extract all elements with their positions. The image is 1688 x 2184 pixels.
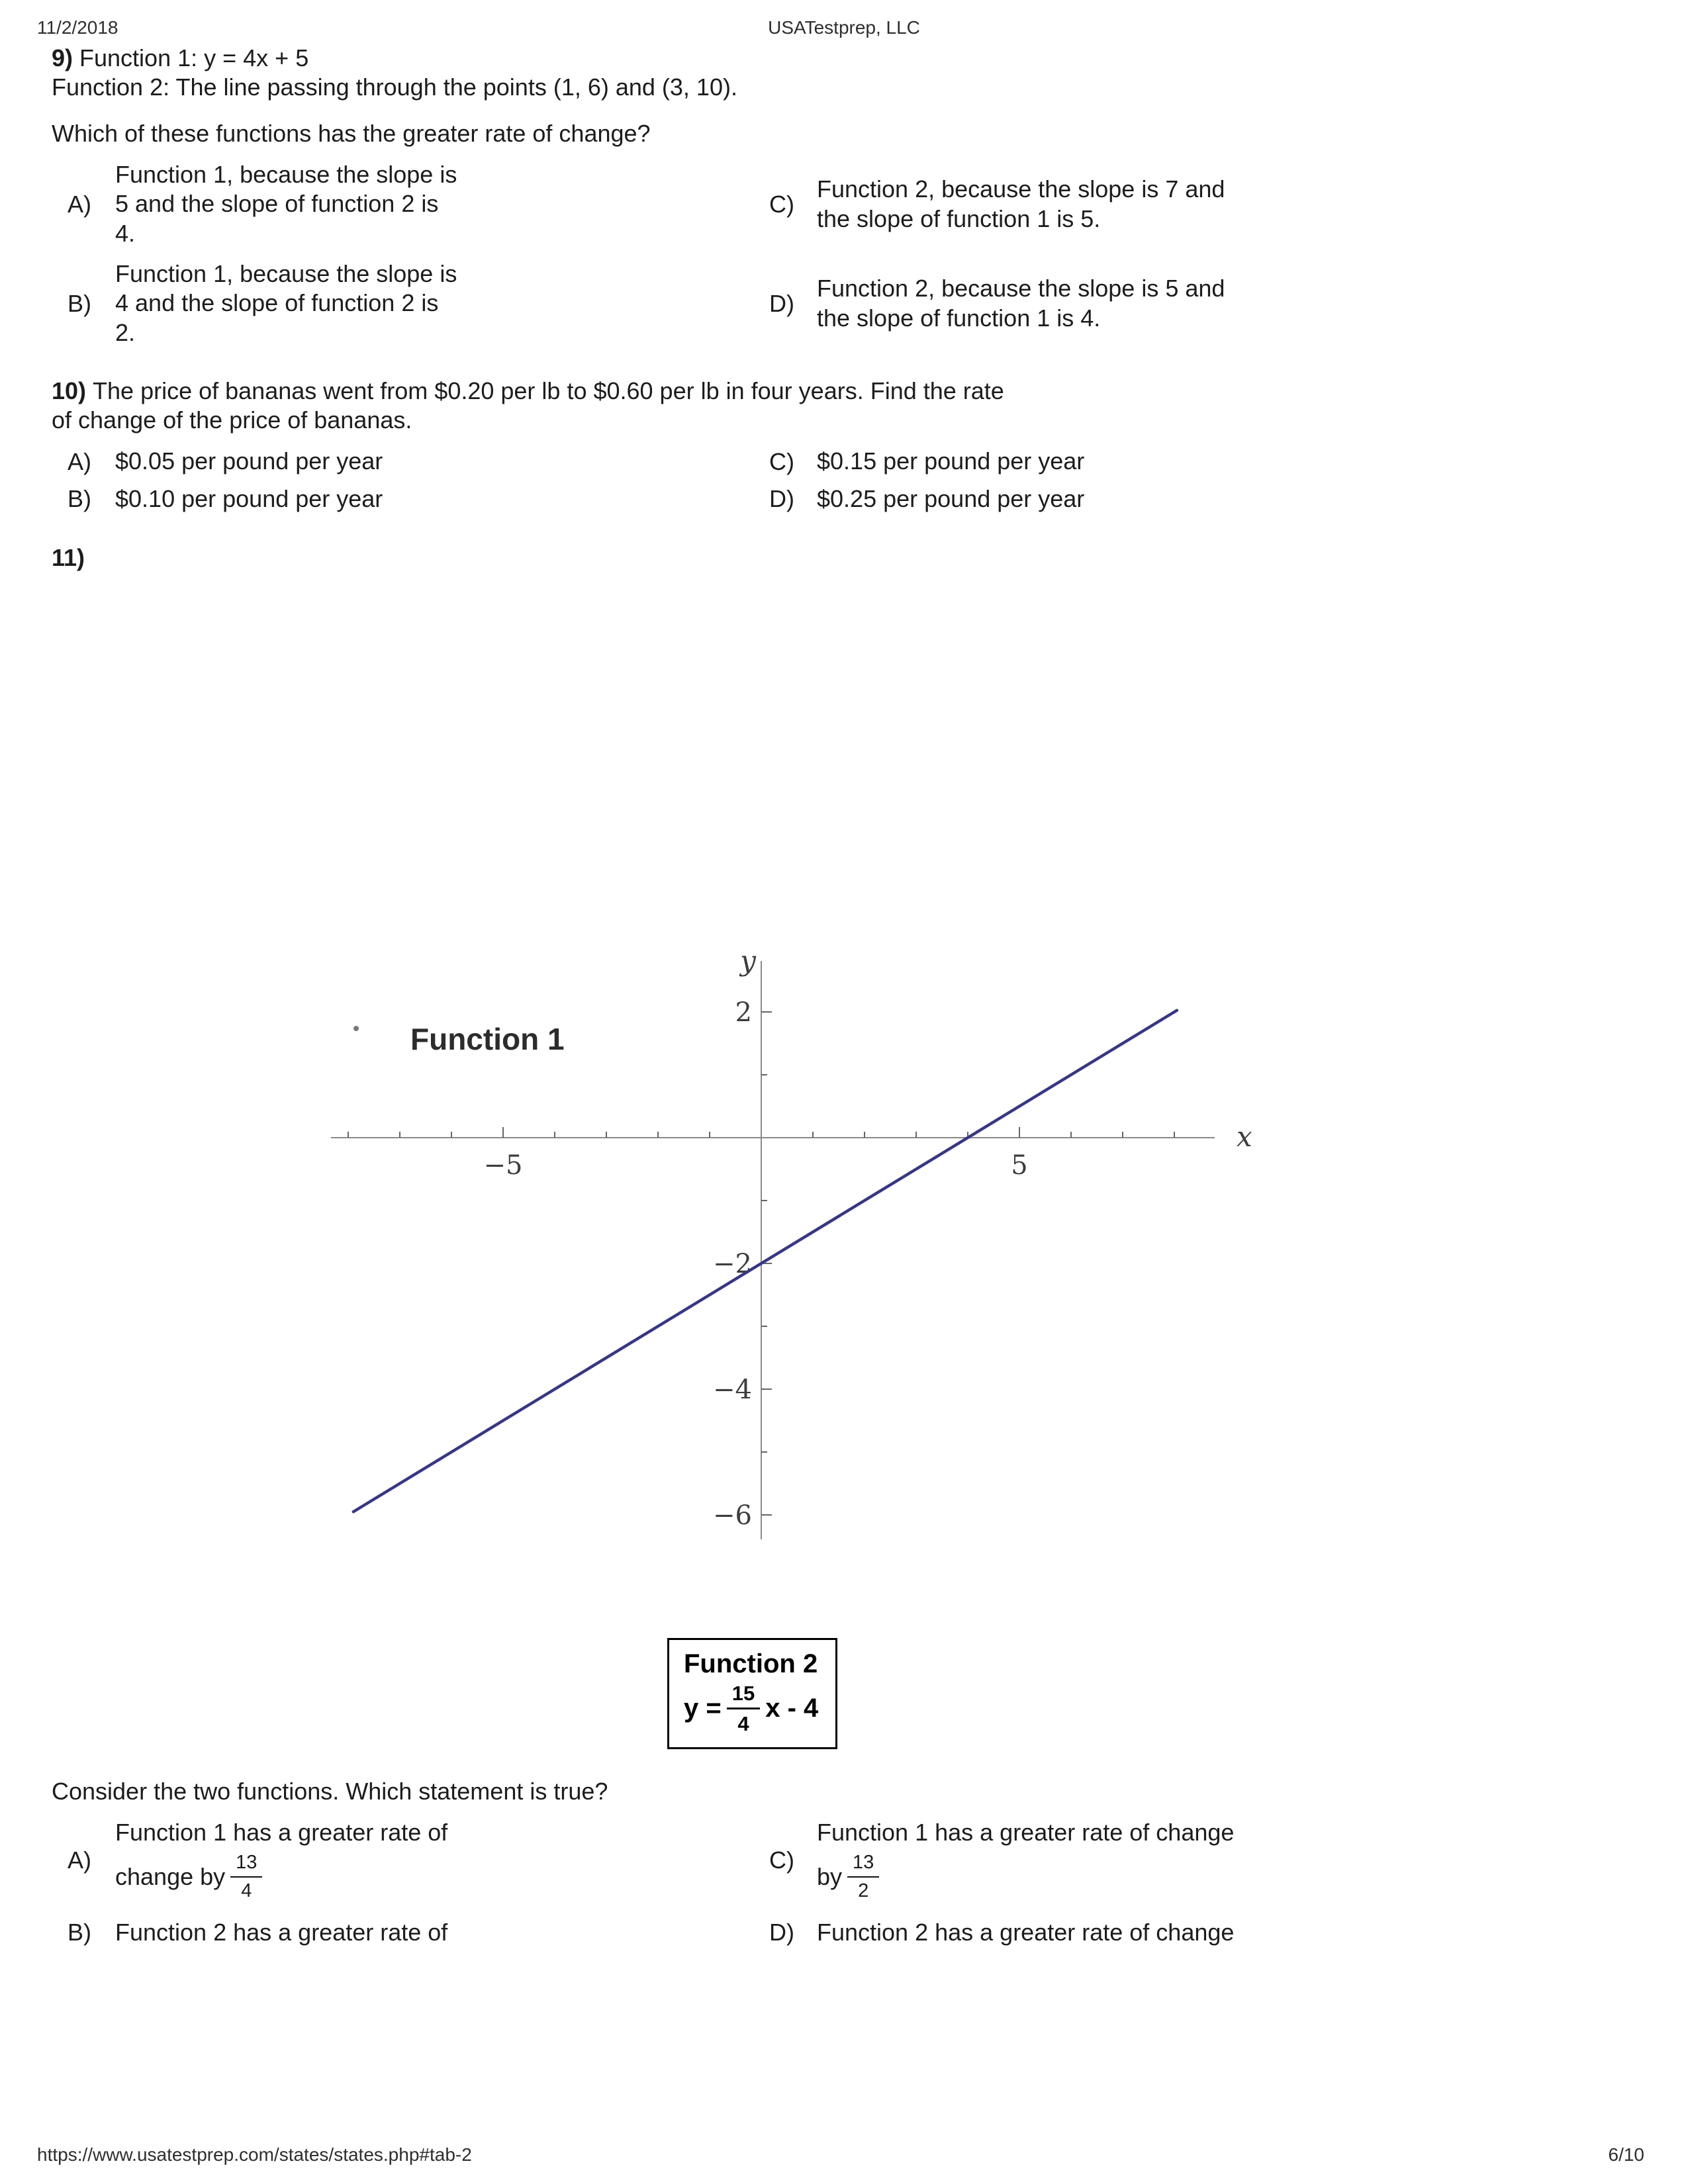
- q9-option-d: [769, 274, 1644, 333]
- svg-text:−5: −5: [483, 1150, 523, 1181]
- option-label: B): [68, 485, 91, 513]
- function2-box-title: Function 2: [684, 1649, 818, 1679]
- header-date: 11/2/2018: [37, 17, 118, 38]
- worksheet-content: [52, 44, 1644, 1948]
- option-text: Function 1, because the slope is 4 and the slope of function 2 is 2.: [115, 259, 457, 346]
- option-label: B): [68, 289, 91, 317]
- option-label: C): [769, 447, 794, 475]
- fraction: $\frac{13}{2}$: [847, 1852, 879, 1902]
- q9-option-c: [769, 175, 1644, 234]
- svg-text:y: y: [740, 944, 756, 978]
- q9-intro-line1: [52, 44, 1644, 73]
- option-text: Function 1, because the slope is 5 and the slope of function 2 is 4.: [115, 160, 457, 247]
- q10-options: [68, 447, 1644, 514]
- q9-options: [68, 160, 1644, 348]
- q10-option-c: [769, 447, 1644, 477]
- option-text: Function 2 has a greater rate of change: [817, 1918, 1235, 1946]
- option-text: $0.05 per pound per year: [115, 447, 383, 475]
- option-label: C): [769, 1846, 794, 1874]
- q9-prompt: Which of these functions has the greater rate of change?: [52, 119, 651, 147]
- q10-option-a: [68, 447, 769, 477]
- option-text: $0.25 per pound per year: [817, 484, 1085, 512]
- function2-box: [667, 1638, 837, 1749]
- svg-text:Function 1: Function 1: [410, 1022, 565, 1057]
- svg-text:5: 5: [1011, 1150, 1028, 1181]
- option-text: $0.15 per pound per year: [817, 447, 1085, 475]
- q11-option-b: [68, 1918, 769, 1948]
- q11-option-a: [68, 1818, 769, 1902]
- q10-number: 10): [52, 377, 87, 405]
- fraction: $\frac{15}{4}$: [727, 1682, 760, 1735]
- option-label: A): [68, 447, 91, 475]
- option-label: A): [68, 190, 91, 218]
- q11-option-c: [769, 1818, 1644, 1902]
- header-source: USATestprep, LLC: [768, 17, 920, 38]
- option-label: D): [769, 485, 794, 513]
- q11-prompt: Consider the two functions. Which statement is true?: [52, 1778, 608, 1805]
- footer-page-number: 6/10: [1608, 2144, 1644, 2165]
- q9-option-b: [68, 259, 769, 348]
- footer-url: https://www.usatestprep.com/states/states.php#tab-2: [37, 2144, 472, 2165]
- function2-equation: y = $\frac{15}{4}$ x - 4: [684, 1682, 819, 1736]
- option-text: Function 1 has a greater rate of change by $\frac{13}{2}$: [817, 1819, 1235, 1901]
- option-text: Function 2, because the slope is 7 and the slope of function 1 is 5.: [817, 175, 1225, 232]
- question-11: [52, 543, 1644, 1948]
- svg-text:−2: −2: [713, 1249, 752, 1280]
- q9-function1-text: Function 1: y = 4x + 5: [79, 44, 309, 71]
- function1-graph: [285, 942, 1264, 1558]
- q10-text: 10) The price of bananas went from $0.20 per lb to $0.60 per lb in four years. Find the rate of change of the price of bananas.: [52, 377, 1004, 434]
- option-label: D): [769, 289, 794, 317]
- svg-text:−6: −6: [713, 1500, 752, 1531]
- q10-option-b: [68, 484, 769, 514]
- option-label: D): [769, 1919, 794, 1946]
- q9-option-a: [68, 160, 769, 249]
- function1-graph-wrap: [285, 942, 1644, 1564]
- option-label: C): [769, 190, 794, 218]
- option-text: Function 2 has a greater rate of: [115, 1918, 448, 1946]
- svg-text:−4: −4: [713, 1375, 752, 1406]
- question-9: [52, 44, 1644, 347]
- q11-number: 11): [52, 543, 85, 571]
- svg-text:2: 2: [735, 997, 752, 1028]
- question-10: [52, 377, 1644, 514]
- option-label: B): [68, 1919, 91, 1946]
- q9-number: 9): [52, 44, 73, 71]
- q11-options: [68, 1818, 1644, 1947]
- svg-text:x: x: [1237, 1120, 1252, 1154]
- fraction: $\frac{13}{4}$: [230, 1852, 262, 1902]
- option-label: A): [68, 1846, 91, 1874]
- q11-option-d: [769, 1918, 1644, 1948]
- q9-intro-line2: Function 2: The line passing through the points (1, 6) and (3, 10).: [52, 73, 737, 101]
- option-text: Function 2, because the slope is 5 and the slope of function 1 is 4.: [817, 274, 1225, 332]
- q10-option-d: [769, 484, 1644, 514]
- option-text: Function 1 has a greater rate of change by $\frac{13}{4}$: [115, 1819, 448, 1901]
- option-text: $0.10 per pound per year: [115, 484, 383, 512]
